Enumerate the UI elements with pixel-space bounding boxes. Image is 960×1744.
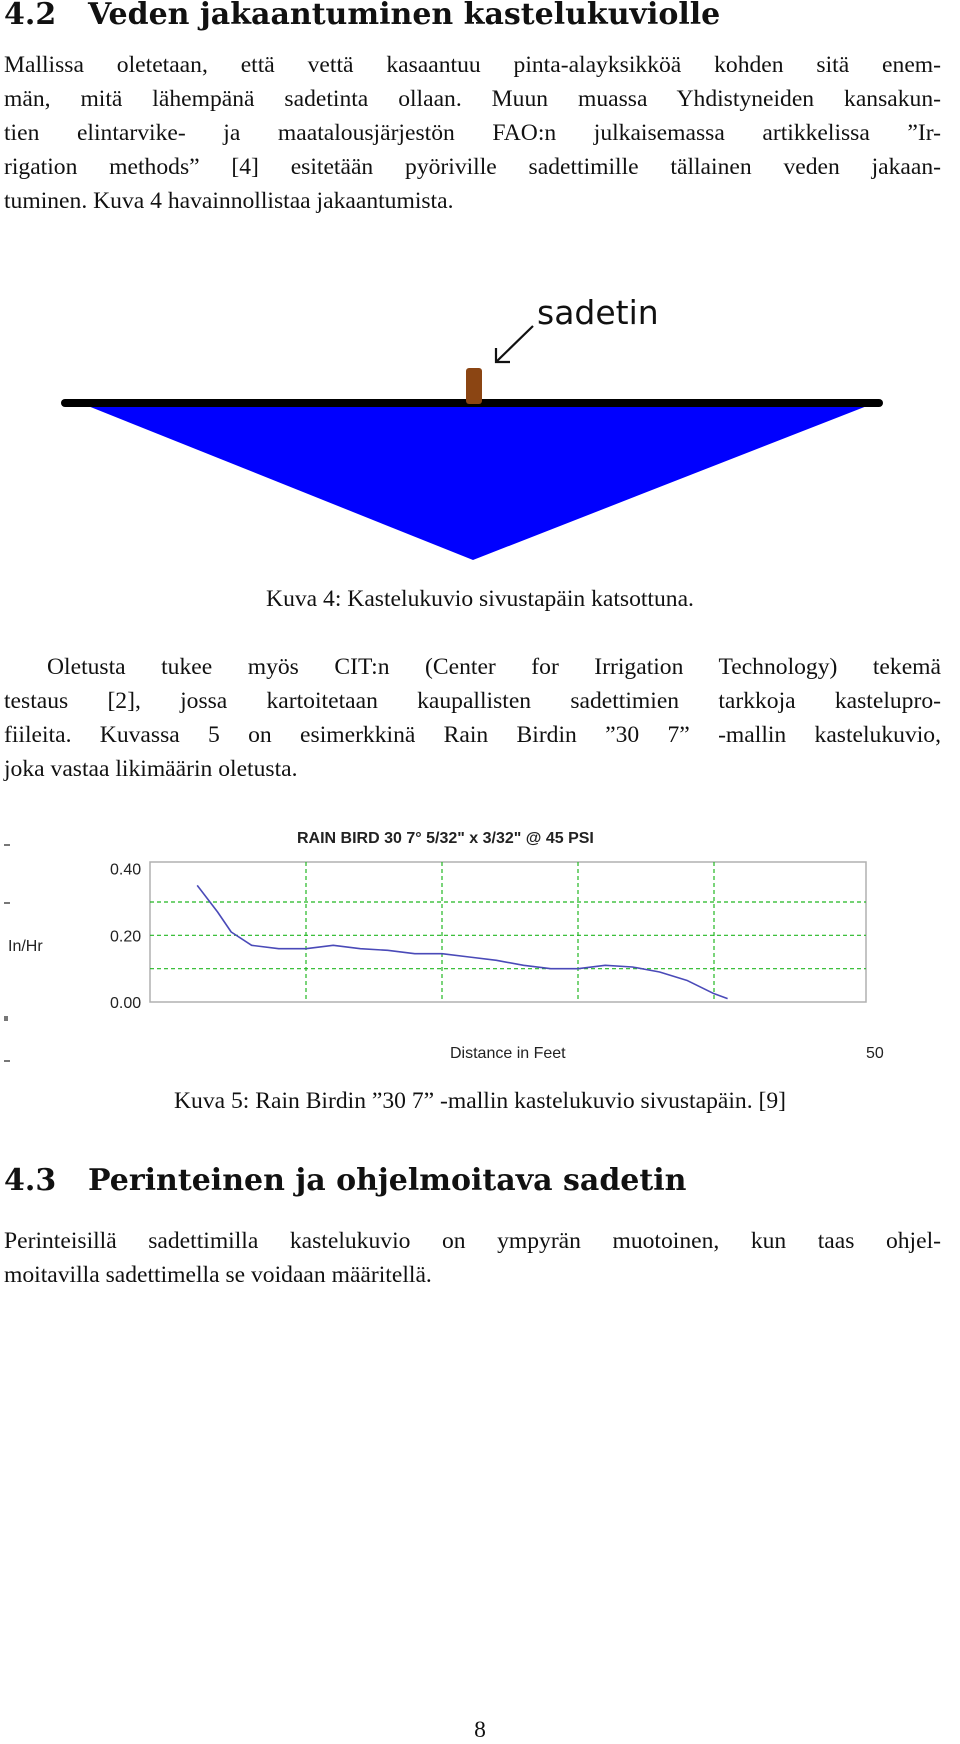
sprinkler-head — [466, 368, 482, 404]
paragraph-line: tuminen. Kuva 4 havainnollistaa jakaantumista. — [4, 188, 454, 214]
section-title-text: Veden jakaantuminen kastelukuviolle — [88, 0, 721, 32]
paragraph-line: Perinteisillä sadettimilla kastelukuvio on ympyrän muotoinen, kun taas ohjel- — [4, 1228, 941, 1254]
paragraph-line: joka vastaa likimäärin oletusta. — [4, 756, 298, 782]
y-tick-label: 0.40 — [110, 861, 142, 879]
paragraph-cit-test — [4, 650, 941, 786]
paragraph-line: fiileita. Kuvassa 5 on esimerkkinä Rain Birdin ”30 7” -mallin kastelukuvio, — [4, 722, 941, 748]
paragraph-line: testaus [2], jossa kartoitetaan kaupallisten sadettimien tarkkoja kastelupro- — [4, 688, 941, 714]
y-axis-label: In/Hr — [8, 938, 43, 955]
page-number: 8 — [474, 1717, 486, 1743]
y-tick-label: 0.00 — [110, 995, 142, 1012]
section-number: 4.2 — [4, 0, 57, 32]
plot-area — [150, 862, 866, 1002]
paragraph-line: Mallissa oletetaan, että vettä kasaantuu pinta-alayksikköä kohden sitä enem- — [4, 52, 941, 78]
paragraph-sprinkler-types — [4, 1224, 941, 1292]
chart-title: RAIN BIRD 30 7° 5/32" x 3/32" @ 45 PSI — [297, 830, 594, 847]
figure-4-caption: Kuva 4: Kastelukuvio sivustapäin katsottuna. — [266, 586, 694, 612]
water-distribution-triangle — [88, 406, 867, 560]
paragraph-line: Oletusta tukee myös CIT:n (Center for Irrigation Technology) tekemä — [47, 654, 941, 680]
section-heading-4-2 — [4, 0, 720, 33]
paragraph-line: rigation methods” [4] esitetään pyöriville sadettimille tällainen veden jakaan- — [4, 154, 941, 180]
paragraph-line: män, mitä lähempänä sadetinta ollaan. Muun muassa Yhdistyneiden kansakun- — [4, 86, 941, 112]
section-heading-4-3 — [4, 1163, 686, 1199]
section-number: 4.3 — [4, 1163, 57, 1198]
arrow-icon — [496, 326, 533, 362]
paragraph-line: moitavilla sadettimella se voidaan määritellä. — [4, 1262, 432, 1288]
section-title-text: Perinteinen ja ohjelmoitava sadetin — [88, 1163, 687, 1198]
figure-4-sprinkler-diagram — [55, 280, 895, 562]
x-tick-labels — [866, 1045, 884, 1062]
y-tick-labels — [110, 862, 141, 1012]
paragraph-intro — [4, 48, 941, 218]
y-tick-label: 0.20 — [110, 928, 142, 946]
x-axis-label: Distance in Feet — [450, 1045, 566, 1062]
figure-5-caption: Kuva 5: Rain Birdin ”30 7” -mallin kastelukuvio sivustapäin. [9] — [173, 1088, 787, 1114]
figure-5-rain-bird-chart — [0, 818, 900, 1072]
sprinkler-label: sadetin — [537, 293, 659, 332]
paragraph-line: tien elintarvike- ja maatalousjärjestön FAO:n julkaisemassa artikkelissa ”Ir- — [4, 120, 941, 146]
x-tick-label: 50 — [866, 1045, 884, 1062]
